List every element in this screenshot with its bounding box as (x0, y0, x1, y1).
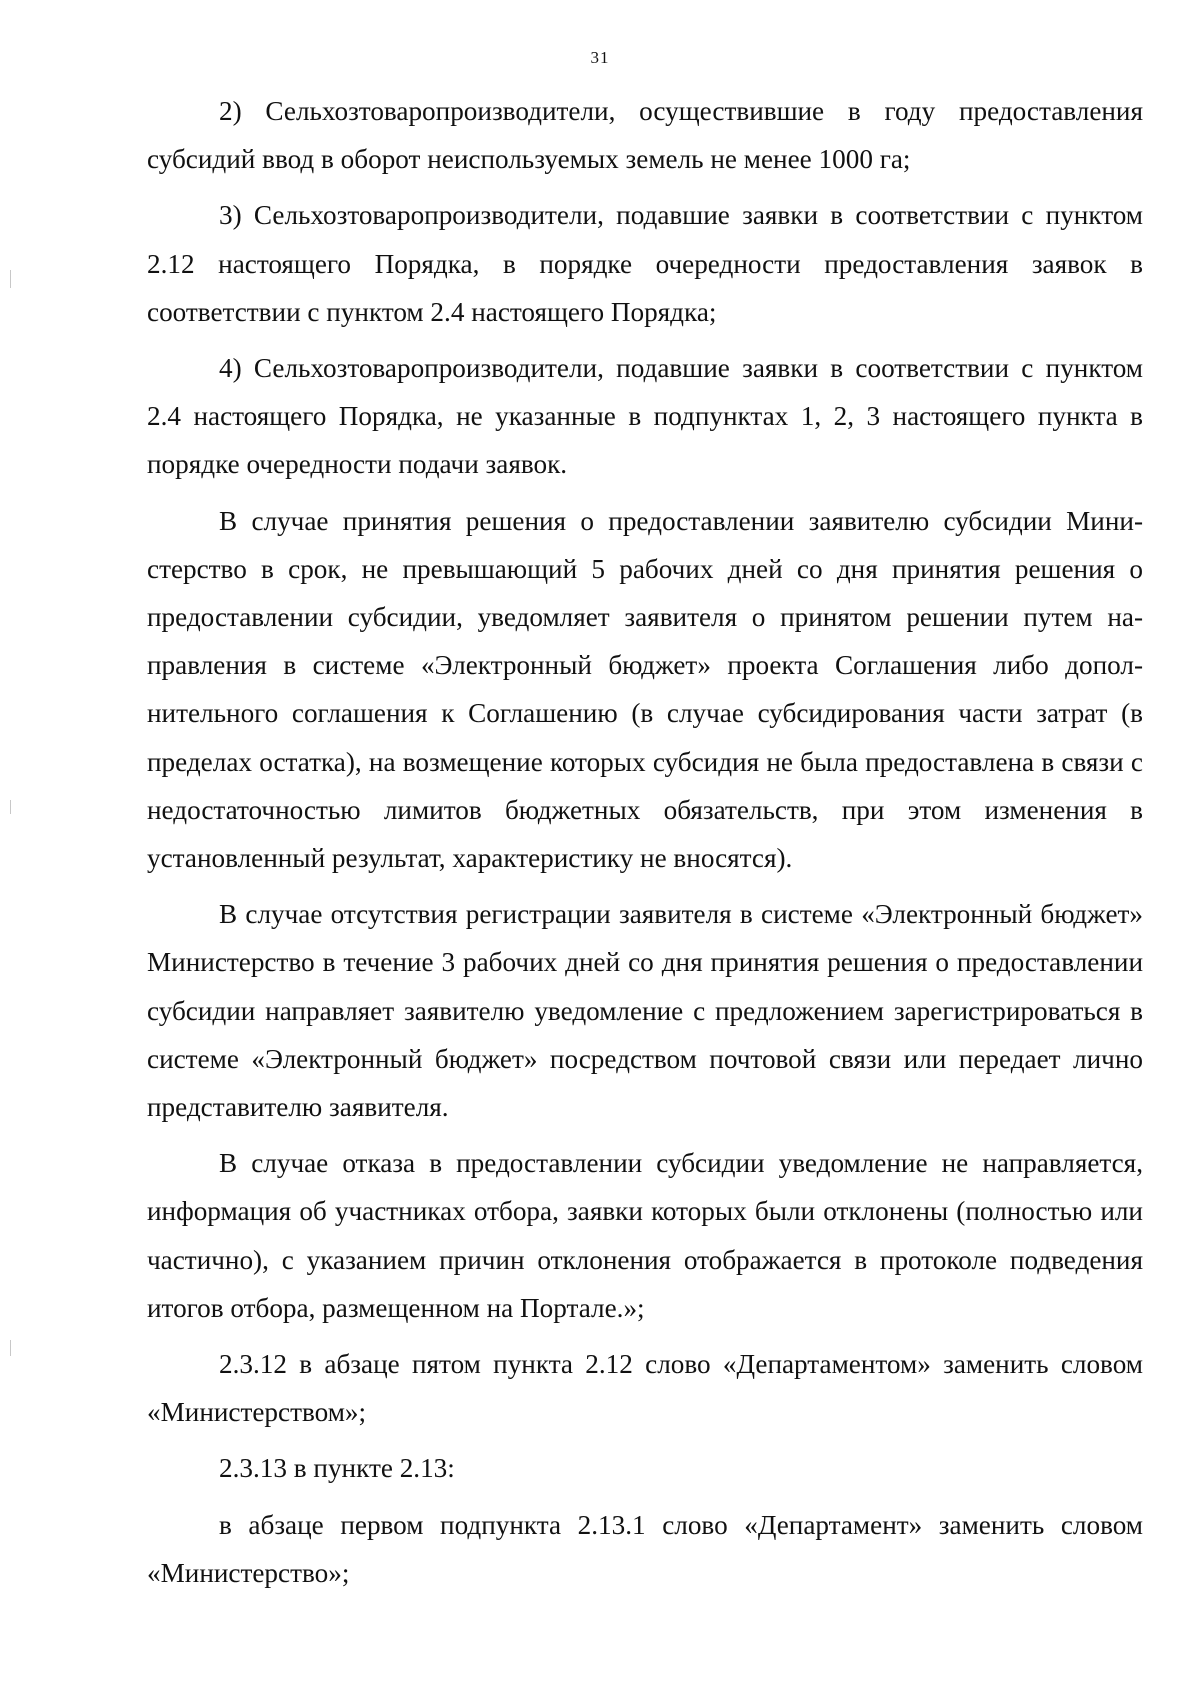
paragraph-amendment-2-3-12: 2.3.12 в абзаце пятом пункта 2.12 слово «Департаментом» заменить словом «Министерством»; (147, 1349, 1143, 1428)
paragraph-notification-decision: В случае принятия решения о предоставлении заявителю субсидии Министерство в срок, не превышающий 5 рабочих дней со дня принятия решения о предоставлении субсидии, уведомляет заявителя о принятом решении путем направления в системе «Электронный бюджет» проекта Соглашения либо дополнительного соглашения к Соглашению (в случае субсидирования части затрат (в пределах остатка), на возмещение которых субсидия не была предоставлена в связи с недостаточностью лимитов бюджетных обязательств, при этом изменения в установленный результат, характеристику не вносятся). (147, 505, 1143, 874)
document-body (147, 87, 1143, 1597)
paragraph-item-3: 3) Сельхозтоваропроизводители, подавшие заявки в соответствии с пунктом 2.12 настоящего Порядка, в порядке очередности предоставления заявок в соответствии с пунктом 2.4 настоящего Порядка; (147, 200, 1143, 327)
scan-artifact-mark (10, 800, 11, 814)
paragraph-amendment-2-3-13: 2.3.13 в пункте 2.13: (219, 1453, 455, 1484)
paragraph-item-2: 2) Сельхозтоваропроизводители, осуществившие в году предоставления субсидий ввод в оборот неиспользуемых земель не менее 1000 га; (147, 96, 1143, 175)
paragraph-item-4: 4) Сельхозтоваропроизводители, подавшие заявки в соответствии с пунктом 2.4 настоящего Порядка, не указанные в подпунктах 1, 2, 3 настоящего пункта в порядке очередности подачи заявок. (147, 353, 1143, 480)
paragraph-registration-absence: В случае отсутствия регистрации заявителя в системе «Электронный бюджет» Министерство в течение 3 рабочих дней со дня принятия решения о предоставлении субсидии направляет заявителю уведомление с предложением зарегистрироваться в системе «Электронный бюджет» посредством почтовой связи или передает лично представителю заявителя. (147, 899, 1143, 1123)
scan-artifact-mark (10, 1340, 11, 1356)
paragraph-amendment-2-13-1: в абзаце первом подпункта 2.13.1 слово «Департамент» заменить словом «Министерство»; (147, 1509, 1143, 1588)
page-number: 31 (590, 48, 610, 67)
paragraph-refusal: В случае отказа в предоставлении субсидии уведомление не направляется, информация об участниках отбора, заявки которых были отклонены (полностью или частично), с указанием причин отклонения отображается в протоколе подведения итогов отбора, размещенном на Портале.»; (147, 1148, 1143, 1323)
scan-artifact-mark (10, 270, 11, 288)
